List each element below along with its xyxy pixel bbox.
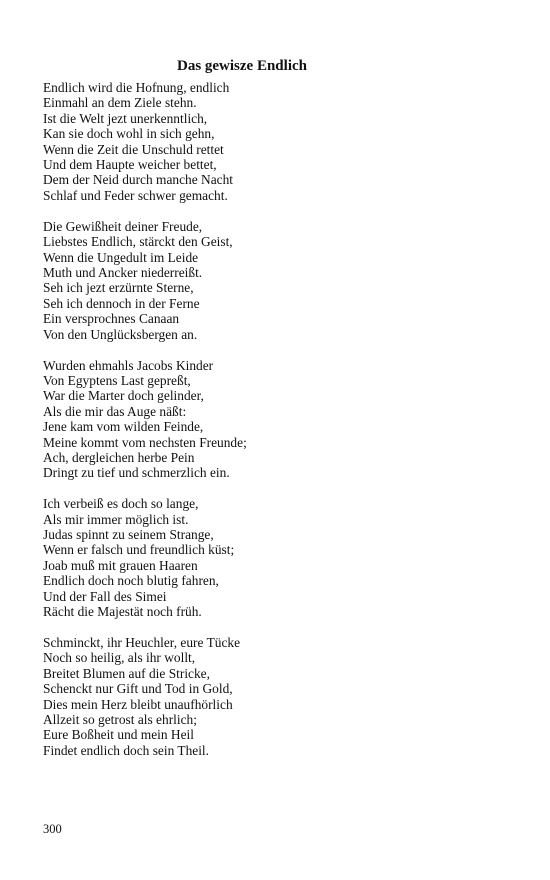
poem-line: Als mir immer möglich ist. [43, 511, 189, 527]
poem-line: Von den Unglücksbergen an. [43, 326, 198, 342]
poem-line: Wenn die Ungedult im Leide [43, 249, 199, 265]
poem-line: Dringt zu tief und schmerzlich ein. [43, 465, 230, 481]
poem-line: Allzeit so getrost als ehrlich; [43, 712, 197, 728]
poem-line: Endlich wird die Hofnung, endlich [43, 80, 230, 95]
poem-line: Ist die Welt jezt unerkenntlich, [43, 110, 208, 126]
poem-line: Joab muß mit grauen Haaren [43, 557, 198, 573]
poem-line: Von Egyptens Last gepreßt, [43, 372, 191, 388]
poem-line: War die Marter doch gelinder, [43, 388, 204, 404]
poem-line: Noch so heilig, als ihr wollt, [43, 650, 196, 666]
poem-title: Das gewisze Endlich [176, 58, 307, 74]
poem-line: Seh ich dennoch in der Ferne [43, 295, 200, 311]
poem-line: Als die mir das Auge näßt: [43, 403, 187, 419]
poem-line: Einmahl an dem Ziele stehn. [43, 95, 197, 111]
poem-line: Dem der Neid durch manche Nacht [43, 172, 233, 188]
poem-line: Meine kommt vom nechsten Freunde; [43, 434, 247, 450]
page-number: 300 [43, 822, 62, 836]
poem-line: Ach, dergleichen herbe Pein [43, 449, 195, 465]
poem-line: Wurden ehmahls Jacobs Kinder [43, 357, 214, 373]
poem-line: Ein versprochnes Canaan [43, 311, 180, 327]
poem-body [43, 80, 503, 774]
poem-line: Schenckt nur Gift und Tod in Gold, [43, 681, 233, 697]
stanza-1 [43, 80, 503, 203]
poem-line: Die Gewißheit deiner Freude, [43, 218, 203, 234]
stanza-4 [43, 496, 503, 619]
poem-line: Wenn er falsch und freundlich küst; [43, 542, 235, 558]
poem-line: Kan sie doch wohl in sich gehn, [43, 126, 215, 142]
poem-line: Wenn die Zeit die Unschuld rettet [43, 141, 224, 157]
poem-line: Muth und Ancker niederreißt. [43, 264, 203, 280]
poem-line: Findet endlich doch sein Theil. [43, 742, 209, 758]
poem-line: Jene kam vom wilden Feinde, [43, 419, 204, 435]
stanza-5 [43, 635, 503, 758]
poem-line: Eure Boßheit und mein Heil [43, 727, 194, 743]
poem-line: Und dem Haupte weicher bettet, [43, 157, 217, 173]
poem-line: Liebstes Endlich, stärckt den Geist, [43, 234, 233, 250]
poem-line: Ich verbeiß es doch so lange, [43, 496, 199, 512]
poem-line: Breitet Blumen auf die Stricke, [43, 665, 210, 681]
poem-line: Seh ich jezt erzürnte Sterne, [43, 280, 194, 296]
poem-line: Und der Fall des Simei [43, 588, 167, 604]
stanza-2 [43, 219, 503, 342]
stanza-3 [43, 358, 503, 481]
poem-line: Judas spinnt zu seinem Strange, [43, 527, 214, 543]
poem-line: Schminckt, ihr Heuchler, eure Tücke [43, 635, 241, 650]
poem-line: Endlich doch noch blutig fahren, [43, 573, 219, 589]
poem-line: Rächt die Majestät noch früh. [43, 604, 202, 620]
poem-line: Dies mein Herz bleibt unaufhörlich [43, 696, 233, 712]
poem-line: Schlaf und Feder schwer gemacht. [43, 187, 228, 203]
